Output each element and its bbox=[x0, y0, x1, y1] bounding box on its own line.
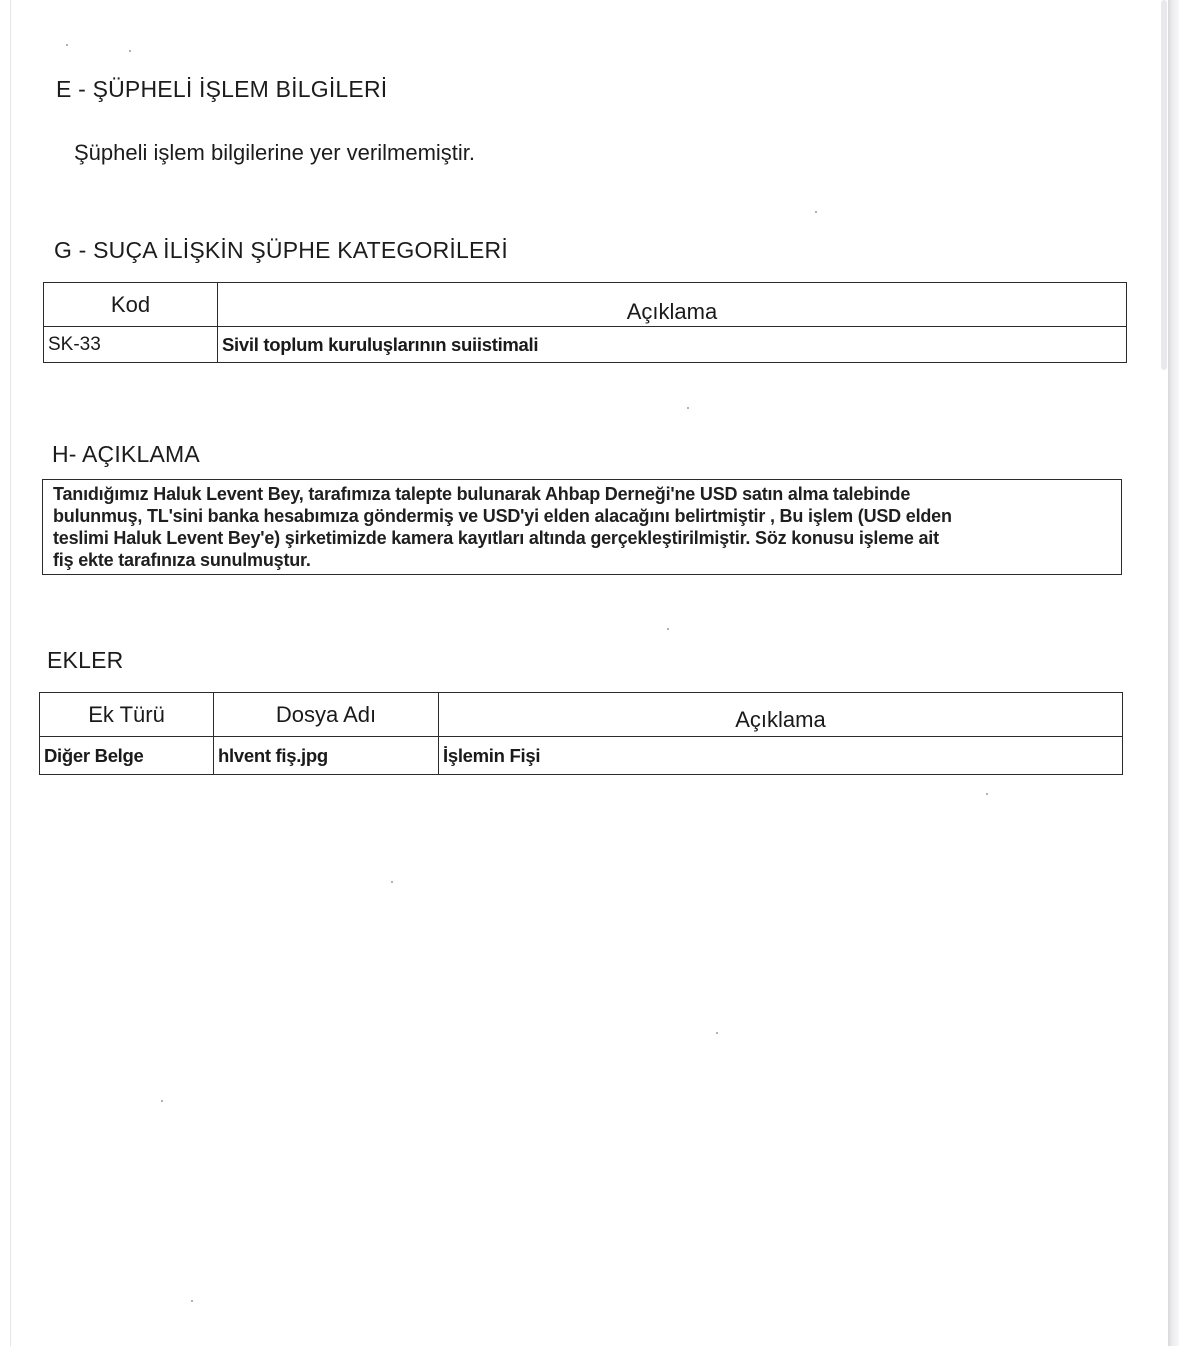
section-h-heading: H- AÇIKLAMA bbox=[52, 441, 200, 467]
description-line: Tanıdığımız Haluk Levent Bey, tarafımıza talepte bulunarak Ahbap Derneği'ne USD satın alma talebinde bbox=[53, 484, 911, 504]
section-e-note: Şüpheli işlem bilgilerine yer verilmemiştir. bbox=[74, 140, 476, 165]
scan-speck bbox=[391, 881, 393, 883]
scan-speck bbox=[667, 628, 669, 630]
scan-speck bbox=[716, 1032, 718, 1034]
scan-speck bbox=[66, 44, 68, 46]
section-e-heading: E - ŞÜPHELİ İŞLEM BİLGİLERİ bbox=[56, 76, 388, 102]
description-line: fiş ekte tarafınıza sunulmuştur. bbox=[53, 550, 311, 570]
document-page bbox=[10, 0, 1169, 1346]
description-line: teslimi Haluk Levent Bey'e) şirketimizde kamera kayıtları altında gerçekleştirilmiştir. Söz konusu işleme ait bbox=[53, 528, 939, 548]
scan-speck bbox=[191, 1300, 193, 1302]
scan-speck bbox=[986, 793, 988, 795]
scan-speck bbox=[687, 407, 689, 409]
scrollbar-thumb[interactable] bbox=[1161, 0, 1167, 370]
scrollbar-track[interactable] bbox=[1168, 0, 1179, 1346]
cell-ek-turu: Diğer Belge bbox=[40, 737, 214, 775]
scan-speck bbox=[815, 211, 817, 213]
cell-kod: SK-33 bbox=[44, 327, 218, 363]
column-header-aciklama: Açıklama bbox=[218, 283, 1127, 327]
cell-aciklama: Sivil toplum kuruluşlarının suiistimali bbox=[218, 327, 1127, 363]
attachments-table bbox=[39, 692, 1123, 775]
cell-dosya-adi: hlvent fiş.jpg bbox=[214, 737, 439, 775]
scan-speck bbox=[129, 50, 131, 52]
description-line: bulunmuş, TL'sini banka hesabımıza göndermiş ve USD'yi elden alacağını belirtmiştir , Bu işlem (USD elden bbox=[53, 506, 952, 526]
table-row bbox=[44, 327, 1127, 363]
column-header-dosya-adi: Dosya Adı bbox=[214, 693, 439, 737]
attachments-heading: EKLER bbox=[47, 647, 124, 673]
cell-aciklama: İşlemin Fişi bbox=[439, 737, 1123, 775]
description-box bbox=[42, 479, 1122, 575]
column-header-kod: Kod bbox=[44, 283, 218, 327]
scan-speck bbox=[161, 1100, 163, 1102]
suspicion-category-table bbox=[43, 282, 1127, 363]
section-g-heading: G - SUÇA İLİŞKİN ŞÜPHE KATEGORİLERİ bbox=[54, 237, 508, 263]
column-header-aciklama: Açıklama bbox=[439, 693, 1123, 737]
column-header-ek-turu: Ek Türü bbox=[40, 693, 214, 737]
table-row bbox=[40, 737, 1123, 775]
